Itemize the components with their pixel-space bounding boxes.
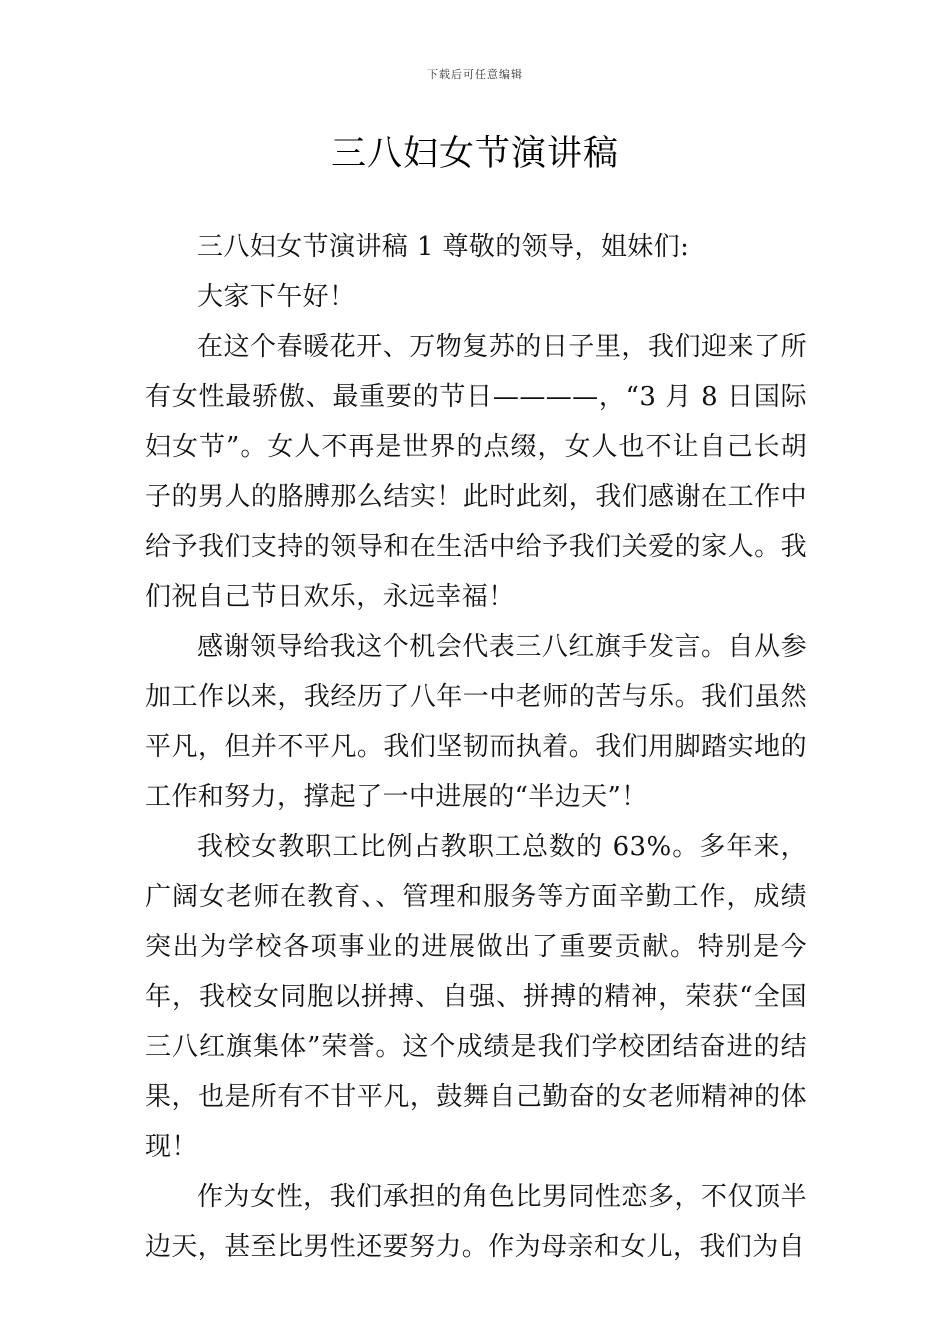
header-note: 下载后可任意编辑	[427, 68, 523, 81]
paragraph-festival: 在这个春暖花开、万物复苏的日子里，我们迎来了所有女性最骄傲、最重要的节日————，“3 月 8 日国际妇女节”。女人不再是世界的点缀，女人也不让自己长胡子的男人的胳膊那么结实！此时此刻，我们感谢在工作中给予我们支持的领导和在生活中给予我们关爱的家人。我们祝自己节日欢乐，永远幸福！	[145, 332, 807, 612]
paragraph-greeting: 三八妇女节演讲稿 1 尊敬的领导，姐妹们:	[197, 232, 690, 262]
document-body	[145, 222, 807, 1272]
paragraph-women-role: 作为女性，我们承担的角色比男同性恋多，不仅顶半边天，甚至比男性还要努力。作为母亲和女儿，我们为自	[145, 1182, 807, 1262]
paragraph-school: 我校女教职工比例占教职工总数的 63%。多年来，广阔女老师在教育、、管理和服务等方面辛勤工作，成绩突出为学校各项事业的进展做出了重要贡献。特别是今年，我校女同胞以拼搏、自强、拼搏的精神，荣获“全国三八红旗集体”荣誉。这个成绩是我们学校团结奋进的结果，也是所有不甘平凡，鼓舞自己勤奋的女老师精神的体现！	[145, 832, 807, 1162]
paragraph-salutation: 大家下午好！	[197, 282, 356, 312]
document-title: 三八妇女节演讲稿	[330, 134, 619, 174]
paragraph-thanks: 感谢领导给我这个机会代表三八红旗手发言。自从参加工作以来，我经历了八年一中老师的苦与乐。我们虽然平凡，但并不平凡。我们坚韧而执着。我们用脚踏实地的工作和努力，撑起了一中进展的“半边天”！	[145, 632, 807, 812]
